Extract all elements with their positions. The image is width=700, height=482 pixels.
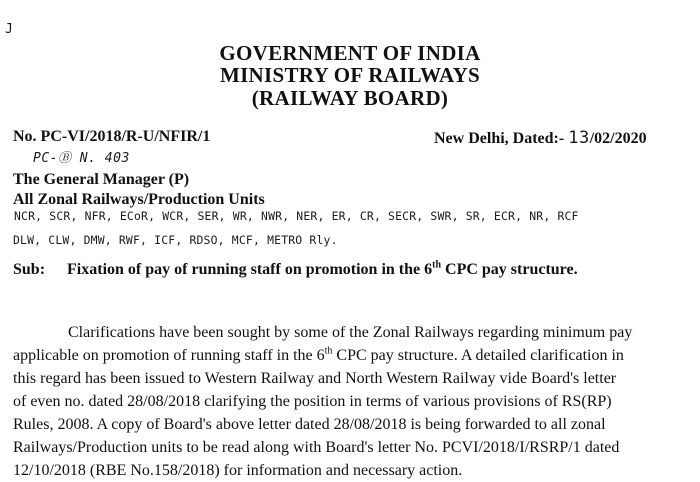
body-line-7: 12/10/2018 (RBE No.158/2018) for information and necessary action. bbox=[13, 462, 463, 479]
date-day-handwritten: 13 bbox=[568, 128, 590, 148]
body-line-6: Railways/Production units to be read along with Board's letter No. PCVI/2018/I/RSRP/1 dated bbox=[13, 439, 620, 456]
body-line-3: this regard has been issued to Western Railway and North Western Railway vide Board's letter bbox=[13, 370, 617, 387]
body-line-5: Rules, 2008. A copy of Board's above letter dated 28/08/2018 is being forwarded to all zonal bbox=[13, 416, 606, 433]
header-government: GOVERNMENT OF INDIA bbox=[219, 41, 481, 65]
handwritten-zone-list-1: NCR, SCR, NFR, ECoR, WCR, SER, WR, NWR, NER, ER, CR, SECR, SWR, SR, ECR, NR, RCF bbox=[14, 209, 579, 223]
place-date bbox=[434, 128, 647, 148]
reference-number: No. PC-VI/2018/R-U/NFIR/1 bbox=[13, 128, 211, 145]
body-line-2-start: applicable on promotion of running staff in the 6 bbox=[13, 347, 325, 364]
body-line-4: of even no. dated 28/08/2018 clarifying the position in terms of various provisions of RS(RP) bbox=[13, 393, 612, 410]
subject-sup: th bbox=[432, 259, 442, 271]
body-paragraph bbox=[13, 321, 689, 482]
subject-line bbox=[13, 261, 578, 279]
body-line-2-sup: th bbox=[324, 345, 333, 357]
subject-text: Fixation of pay of running staff on promotion in the 6 bbox=[67, 261, 433, 278]
body-line-2-end: CPC pay structure. A detailed clarification in bbox=[332, 347, 624, 364]
addressee-general-manager: The General Manager (P) bbox=[13, 171, 190, 188]
addressee-zonal-railways: All Zonal Railways/Production Units bbox=[13, 191, 265, 208]
header-board: (RAILWAY BOARD) bbox=[251, 86, 449, 110]
subject-text-end: CPC pay structure. bbox=[441, 261, 578, 278]
body-line-2 bbox=[13, 344, 689, 367]
subject-label: Sub: bbox=[13, 261, 46, 278]
place-date-prefix: New Delhi, Dated:- bbox=[434, 130, 565, 147]
corner-mark: J bbox=[5, 22, 14, 37]
handwritten-file-ref: PC-Ⓑ N. 403 bbox=[33, 151, 130, 166]
date-rest: /02/2020 bbox=[589, 130, 647, 147]
header-ministry: MINISTRY OF RAILWAYS bbox=[219, 63, 481, 87]
handwritten-zone-list-2: DLW, CLW, DMW, RWF, ICF, RDSO, MCF, METRO Rly. bbox=[13, 233, 338, 247]
body-line-1: Clarifications have been sought by some of the Zonal Railways regarding minimum pay bbox=[68, 324, 633, 341]
